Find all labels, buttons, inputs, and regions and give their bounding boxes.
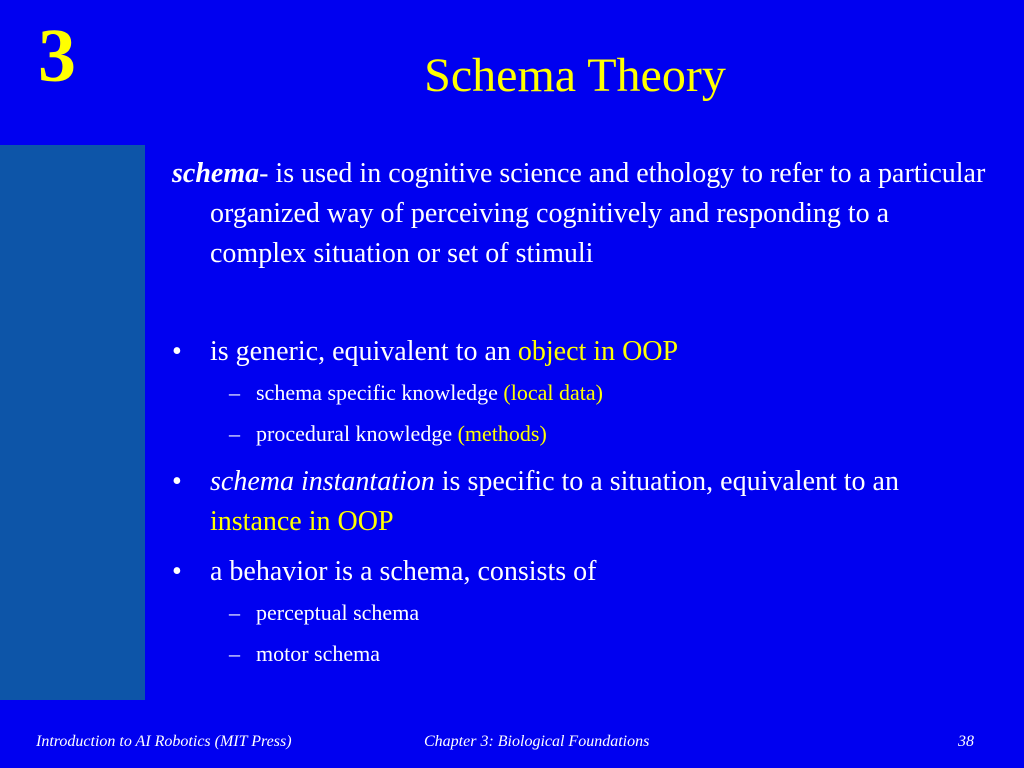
slide-title: Schema Theory <box>424 49 726 102</box>
sub-bullet-marker: – <box>229 600 240 625</box>
sub-bullet-item <box>172 372 992 413</box>
footer-chapter: Chapter 3: Biological Foundations <box>424 733 650 750</box>
sub-bullet-text: schema specific knowledge <box>256 380 504 405</box>
slide-content <box>172 154 992 674</box>
chapter-number: 3 <box>38 14 76 98</box>
sub-bullet-item <box>172 413 992 454</box>
bullet-marker: • <box>172 336 182 367</box>
bullet-item <box>172 462 992 542</box>
footer-page-number: 38 <box>958 733 974 750</box>
definition-text: - is used in cognitive science and ethology to refer to a particular organized way of perceiving cognitively and responding to a complex situation or set of stimuli <box>210 158 986 269</box>
sub-bullet-highlight: (local data) <box>503 380 603 405</box>
sub-bullet-item <box>172 633 992 674</box>
bullet-highlight: instance in OOP <box>210 506 394 537</box>
sub-bullet-marker: – <box>229 641 240 666</box>
bullet-text: a behavior is a schema, consists of <box>210 556 597 587</box>
sub-bullet-text: perceptual schema <box>256 600 420 625</box>
bullet-item <box>172 552 992 592</box>
definition-paragraph <box>172 154 992 274</box>
sub-bullet-item <box>172 592 992 633</box>
bullet-text: is specific to a situation, equivalent to an <box>434 466 899 497</box>
bullet-marker: • <box>172 556 182 587</box>
bullet-item <box>172 332 992 372</box>
sub-bullet-text: procedural knowledge <box>256 421 458 446</box>
bullet-highlight: object in OOP <box>517 336 679 367</box>
side-panel <box>0 145 145 700</box>
footer-book-title: Introduction to AI Robotics (MIT Press) <box>36 733 292 750</box>
bullet-italic-term: schema instantation <box>210 466 435 497</box>
bullet-marker: • <box>172 466 182 497</box>
definition-term: schema <box>172 158 260 189</box>
sub-bullet-text: motor schema <box>256 641 381 666</box>
bullet-text: is generic, equivalent to an <box>210 336 518 367</box>
sub-bullet-marker: – <box>229 380 240 405</box>
sub-bullet-marker: – <box>229 421 240 446</box>
sub-bullet-highlight: (methods) <box>457 421 547 446</box>
